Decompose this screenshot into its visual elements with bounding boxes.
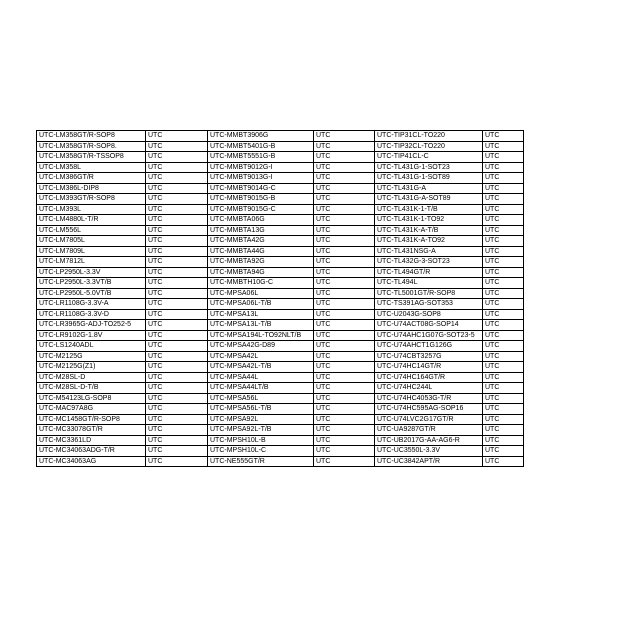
part-number-cell: UTC-LR9102G-1.8V — [37, 330, 146, 341]
part-number-cell: UTC-LM393GT/R-SOP8 — [37, 194, 146, 205]
manufacturer-cell: UTC — [146, 330, 208, 341]
manufacturer-cell: UTC — [314, 173, 375, 184]
manufacturer-cell: UTC — [483, 456, 524, 467]
table-row — [37, 162, 524, 173]
part-number-cell: UTC-LM358GT/R-SOP8 — [37, 131, 146, 142]
part-number-cell: UTC-TIP32CL-TO220 — [375, 141, 483, 152]
part-number-cell: UTC-MMBTA13G — [208, 225, 314, 236]
manufacturer-cell: UTC — [146, 173, 208, 184]
manufacturer-cell: UTC — [146, 404, 208, 415]
table-row — [37, 456, 524, 467]
manufacturer-cell: UTC — [146, 204, 208, 215]
part-number-cell: UTC-MMBT9015G-B — [208, 194, 314, 205]
part-number-cell: UTC-MMBTA44G — [208, 246, 314, 257]
part-number-cell: UTC-TL494L — [375, 278, 483, 289]
table-row — [37, 204, 524, 215]
part-number-cell: UTC-U74HC14GT/R — [375, 362, 483, 373]
part-number-cell: UTC-MMBTA06G — [208, 215, 314, 226]
manufacturer-cell: UTC — [146, 351, 208, 362]
table-row — [37, 330, 524, 341]
table-row — [37, 194, 524, 205]
part-number-cell: UTC-NE555GT/R — [208, 456, 314, 467]
manufacturer-cell: UTC — [146, 225, 208, 236]
part-number-cell: UTC-LP2950L-3.3V — [37, 267, 146, 278]
manufacturer-cell: UTC — [483, 194, 524, 205]
part-number-cell: UTC-MC33078GT/R — [37, 425, 146, 436]
table-row — [37, 309, 524, 320]
manufacturer-cell: UTC — [146, 383, 208, 394]
part-number-cell: UTC-LM358GT/R-SOP8. — [37, 141, 146, 152]
manufacturer-cell: UTC — [314, 414, 375, 425]
manufacturer-cell: UTC — [146, 162, 208, 173]
part-number-cell: UTC-MPSA42G-D89 — [208, 341, 314, 352]
part-number-cell: UTC-LR3965G-ADJ-TO252-5 — [37, 320, 146, 331]
manufacturer-cell: UTC — [483, 351, 524, 362]
manufacturer-cell: UTC — [146, 236, 208, 247]
manufacturer-cell: UTC — [146, 362, 208, 373]
part-number-cell: UTC-UA9287GT/R — [375, 425, 483, 436]
manufacturer-cell: UTC — [483, 414, 524, 425]
part-number-cell: UTC-MMBT9014G-C — [208, 183, 314, 194]
part-number-cell: UTC-MMBT5401G-B — [208, 141, 314, 152]
part-number-cell: UTC-U74LVC2G17GT/R — [375, 414, 483, 425]
part-number-cell: UTC-MC3361LD — [37, 435, 146, 446]
manufacturer-cell: UTC — [314, 404, 375, 415]
manufacturer-cell: UTC — [314, 141, 375, 152]
manufacturer-cell: UTC — [483, 330, 524, 341]
part-number-cell: UTC-MPSA92L-T/B — [208, 425, 314, 436]
part-number-cell: UTC-TL431NSG-A — [375, 246, 483, 257]
table-row — [37, 404, 524, 415]
part-number-cell: UTC-U74HC164GT/R — [375, 372, 483, 383]
part-number-cell: UTC-LM7809L — [37, 246, 146, 257]
manufacturer-cell: UTC — [146, 425, 208, 436]
manufacturer-cell: UTC — [314, 456, 375, 467]
part-number-cell: UTC-LS1240ADL — [37, 341, 146, 352]
part-number-cell: UTC-TL432G-3-SOT23 — [375, 257, 483, 268]
manufacturer-cell: UTC — [483, 393, 524, 404]
manufacturer-cell: UTC — [314, 393, 375, 404]
manufacturer-cell: UTC — [483, 288, 524, 299]
part-number-cell: UTC-MPSA06L-T/B — [208, 299, 314, 310]
manufacturer-cell: UTC — [146, 288, 208, 299]
table-row — [37, 351, 524, 362]
part-number-cell: UTC-LP2950L-5.0VT/B — [37, 288, 146, 299]
manufacturer-cell: UTC — [146, 446, 208, 457]
manufacturer-cell: UTC — [314, 236, 375, 247]
manufacturer-cell: UTC — [483, 267, 524, 278]
manufacturer-cell: UTC — [146, 299, 208, 310]
part-number-cell: UTC-LM556L — [37, 225, 146, 236]
manufacturer-cell: UTC — [483, 246, 524, 257]
part-number-cell: UTC-TL431K-1-TO92 — [375, 215, 483, 226]
manufacturer-cell: UTC — [483, 425, 524, 436]
manufacturer-cell: UTC — [314, 267, 375, 278]
part-number-cell: UTC-MMBTA92G — [208, 257, 314, 268]
manufacturer-cell: UTC — [146, 194, 208, 205]
table-row — [37, 236, 524, 247]
part-number-cell: UTC-MPSA42L-T/B — [208, 362, 314, 373]
part-number-cell: UTC-M2125G — [37, 351, 146, 362]
manufacturer-cell: UTC — [314, 435, 375, 446]
part-number-cell: UTC-TL5001GT/R-SOP8 — [375, 288, 483, 299]
table-row — [37, 299, 524, 310]
table-row — [37, 173, 524, 184]
manufacturer-cell: UTC — [314, 351, 375, 362]
table-row — [37, 425, 524, 436]
table-row — [37, 435, 524, 446]
manufacturer-cell: UTC — [483, 152, 524, 163]
part-number-cell: UTC-MMBTA42G — [208, 236, 314, 247]
table-row — [37, 288, 524, 299]
manufacturer-cell: UTC — [483, 236, 524, 247]
part-number-cell: UTC-MMBTH10G-C — [208, 278, 314, 289]
manufacturer-cell: UTC — [483, 173, 524, 184]
manufacturer-cell: UTC — [146, 435, 208, 446]
manufacturer-cell: UTC — [314, 152, 375, 163]
part-number-cell: UTC-U74CBT3257G — [375, 351, 483, 362]
part-number-cell: UTC-LR1108G-3.3V-D — [37, 309, 146, 320]
manufacturer-cell: UTC — [314, 257, 375, 268]
part-number-cell: UTC-MC34063AG — [37, 456, 146, 467]
manufacturer-cell: UTC — [314, 425, 375, 436]
part-number-cell: UTC-TL431G-A — [375, 183, 483, 194]
part-number-cell: UTC-MPSH10L-B — [208, 435, 314, 446]
part-number-cell: UTC-MPSA44LT/B — [208, 383, 314, 394]
manufacturer-cell: UTC — [314, 320, 375, 331]
part-number-cell: UTC-LM386GT/R — [37, 173, 146, 184]
manufacturer-cell: UTC — [146, 152, 208, 163]
manufacturer-cell: UTC — [314, 330, 375, 341]
part-number-cell: UTC-LM358L — [37, 162, 146, 173]
manufacturer-cell: UTC — [314, 309, 375, 320]
manufacturer-cell: UTC — [483, 341, 524, 352]
table-row — [37, 215, 524, 226]
manufacturer-cell: UTC — [146, 141, 208, 152]
part-number-cell: UTC-TS391AG-SOT353 — [375, 299, 483, 310]
manufacturer-cell: UTC — [146, 320, 208, 331]
part-number-cell: UTC-LP2950L-3.3VT/B — [37, 278, 146, 289]
manufacturer-cell: UTC — [146, 257, 208, 268]
manufacturer-cell: UTC — [314, 162, 375, 173]
table-row — [37, 183, 524, 194]
table-row — [37, 393, 524, 404]
part-number-cell: UTC-MAC97A8G — [37, 404, 146, 415]
part-number-cell: UTC-TL431G-1-SOT89 — [375, 173, 483, 184]
table-row — [37, 383, 524, 394]
parts-table — [36, 130, 524, 467]
manufacturer-cell: UTC — [314, 278, 375, 289]
table-row — [37, 278, 524, 289]
manufacturer-cell: UTC — [146, 267, 208, 278]
part-number-cell: UTC-LM7805L — [37, 236, 146, 247]
part-number-cell: UTC-U74ACT08G-SOP14 — [375, 320, 483, 331]
part-number-cell: UTC-MPSH10L-C — [208, 446, 314, 457]
part-number-cell: UTC-MPSA56L-T/B — [208, 404, 314, 415]
part-number-cell: UTC-M54123LG-SOP8 — [37, 393, 146, 404]
part-number-cell: UTC-LM4880L-T/R — [37, 215, 146, 226]
part-number-cell: UTC-TL431K-1-T/B — [375, 204, 483, 215]
part-number-cell: UTC-MPSA194L-TO92NLT/B — [208, 330, 314, 341]
part-number-cell: UTC-LM358GT/R-TSSOP8 — [37, 152, 146, 163]
manufacturer-cell: UTC — [483, 299, 524, 310]
manufacturer-cell: UTC — [314, 194, 375, 205]
manufacturer-cell: UTC — [146, 278, 208, 289]
part-number-cell: UTC-MPSA92L — [208, 414, 314, 425]
part-number-cell: UTC-UC3550L-3.3V — [375, 446, 483, 457]
part-number-cell: UTC-UB2017G-AA-AG6-R — [375, 435, 483, 446]
manufacturer-cell: UTC — [146, 414, 208, 425]
part-number-cell: UTC-TL431K-A-T/B — [375, 225, 483, 236]
table-row — [37, 225, 524, 236]
part-number-cell: UTC-MPSA42L — [208, 351, 314, 362]
table-row — [37, 131, 524, 142]
manufacturer-cell: UTC — [483, 383, 524, 394]
part-number-cell: UTC-MC34063ADG-T/R — [37, 446, 146, 457]
table-row — [37, 320, 524, 331]
manufacturer-cell: UTC — [314, 225, 375, 236]
manufacturer-cell: UTC — [483, 278, 524, 289]
manufacturer-cell: UTC — [483, 320, 524, 331]
manufacturer-cell: UTC — [146, 215, 208, 226]
manufacturer-cell: UTC — [314, 299, 375, 310]
manufacturer-cell: UTC — [314, 131, 375, 142]
part-number-cell: UTC-MPSA13L — [208, 309, 314, 320]
manufacturer-cell: UTC — [483, 204, 524, 215]
manufacturer-cell: UTC — [146, 309, 208, 320]
part-number-cell: UTC-M28SL-D — [37, 372, 146, 383]
part-number-cell: UTC-LR1108G-3.3V-A — [37, 299, 146, 310]
manufacturer-cell: UTC — [483, 372, 524, 383]
part-number-cell: UTC-TIP41CL-C — [375, 152, 483, 163]
table-row — [37, 152, 524, 163]
part-number-cell: UTC-U2043G-SOP8 — [375, 309, 483, 320]
manufacturer-cell: UTC — [483, 257, 524, 268]
table-row — [37, 257, 524, 268]
table-row — [37, 341, 524, 352]
manufacturer-cell: UTC — [314, 288, 375, 299]
part-number-cell: UTC-U74HC595AG-SOP16 — [375, 404, 483, 415]
manufacturer-cell: UTC — [146, 393, 208, 404]
part-number-cell: UTC-MPSA56L — [208, 393, 314, 404]
manufacturer-cell: UTC — [146, 131, 208, 142]
manufacturer-cell: UTC — [483, 131, 524, 142]
manufacturer-cell: UTC — [146, 246, 208, 257]
part-number-cell: UTC-MMBTA94G — [208, 267, 314, 278]
part-number-cell: UTC-M2125G(Z1) — [37, 362, 146, 373]
part-number-cell: UTC-MMBT9015G-C — [208, 204, 314, 215]
part-number-cell: UTC-TL494GT/R — [375, 267, 483, 278]
part-number-cell: UTC-MC1458GT/R-SOP8 — [37, 414, 146, 425]
manufacturer-cell: UTC — [483, 162, 524, 173]
part-number-cell: UTC-MPSA13L-T/B — [208, 320, 314, 331]
manufacturer-cell: UTC — [483, 404, 524, 415]
part-number-cell: UTC-MPSA06L — [208, 288, 314, 299]
table-row — [37, 372, 524, 383]
part-number-cell: UTC-TIP31CL-TO220 — [375, 131, 483, 142]
part-number-cell: UTC-U74AHC1G07G-SOT23-5 — [375, 330, 483, 341]
table-row — [37, 141, 524, 152]
manufacturer-cell: UTC — [146, 183, 208, 194]
table-row — [37, 446, 524, 457]
manufacturer-cell: UTC — [314, 183, 375, 194]
manufacturer-cell: UTC — [314, 341, 375, 352]
manufacturer-cell: UTC — [483, 446, 524, 457]
part-number-cell: UTC-LM393L — [37, 204, 146, 215]
manufacturer-cell: UTC — [314, 446, 375, 457]
manufacturer-cell: UTC — [483, 309, 524, 320]
table-row — [37, 267, 524, 278]
table-row — [37, 246, 524, 257]
part-number-cell: UTC-MMBT9013G-I — [208, 173, 314, 184]
table-row — [37, 414, 524, 425]
manufacturer-cell: UTC — [146, 372, 208, 383]
manufacturer-cell: UTC — [314, 246, 375, 257]
manufacturer-cell: UTC — [314, 362, 375, 373]
manufacturer-cell: UTC — [146, 456, 208, 467]
part-number-cell: UTC-UC3842APT/R — [375, 456, 483, 467]
manufacturer-cell: UTC — [314, 204, 375, 215]
manufacturer-cell: UTC — [483, 215, 524, 226]
parts-table-body — [37, 131, 524, 467]
part-number-cell: UTC-TL431G-A-SOT89 — [375, 194, 483, 205]
manufacturer-cell: UTC — [314, 372, 375, 383]
part-number-cell: UTC-M28SL-D-T/B — [37, 383, 146, 394]
manufacturer-cell: UTC — [483, 362, 524, 373]
table-row — [37, 362, 524, 373]
manufacturer-cell: UTC — [483, 183, 524, 194]
part-number-cell: UTC-U74HC244L — [375, 383, 483, 394]
part-number-cell: UTC-MMBT3906G — [208, 131, 314, 142]
part-number-cell: UTC-LM7812L — [37, 257, 146, 268]
manufacturer-cell: UTC — [314, 383, 375, 394]
part-number-cell: UTC-TL431G-1-SOT23 — [375, 162, 483, 173]
part-number-cell: UTC-LM386L-DIP8 — [37, 183, 146, 194]
manufacturer-cell: UTC — [483, 225, 524, 236]
part-number-cell: UTC-U74AHCT1G126G — [375, 341, 483, 352]
part-number-cell: UTC-TL431K-A-TO92 — [375, 236, 483, 247]
part-number-cell: UTC-MPSA44L — [208, 372, 314, 383]
part-number-cell: UTC-MMBT5551G-B — [208, 152, 314, 163]
part-number-cell: UTC-MMBT9012G-I — [208, 162, 314, 173]
manufacturer-cell: UTC — [146, 341, 208, 352]
manufacturer-cell: UTC — [483, 435, 524, 446]
part-number-cell: UTC-U74HC4053G-T/R — [375, 393, 483, 404]
manufacturer-cell: UTC — [483, 141, 524, 152]
manufacturer-cell: UTC — [314, 215, 375, 226]
